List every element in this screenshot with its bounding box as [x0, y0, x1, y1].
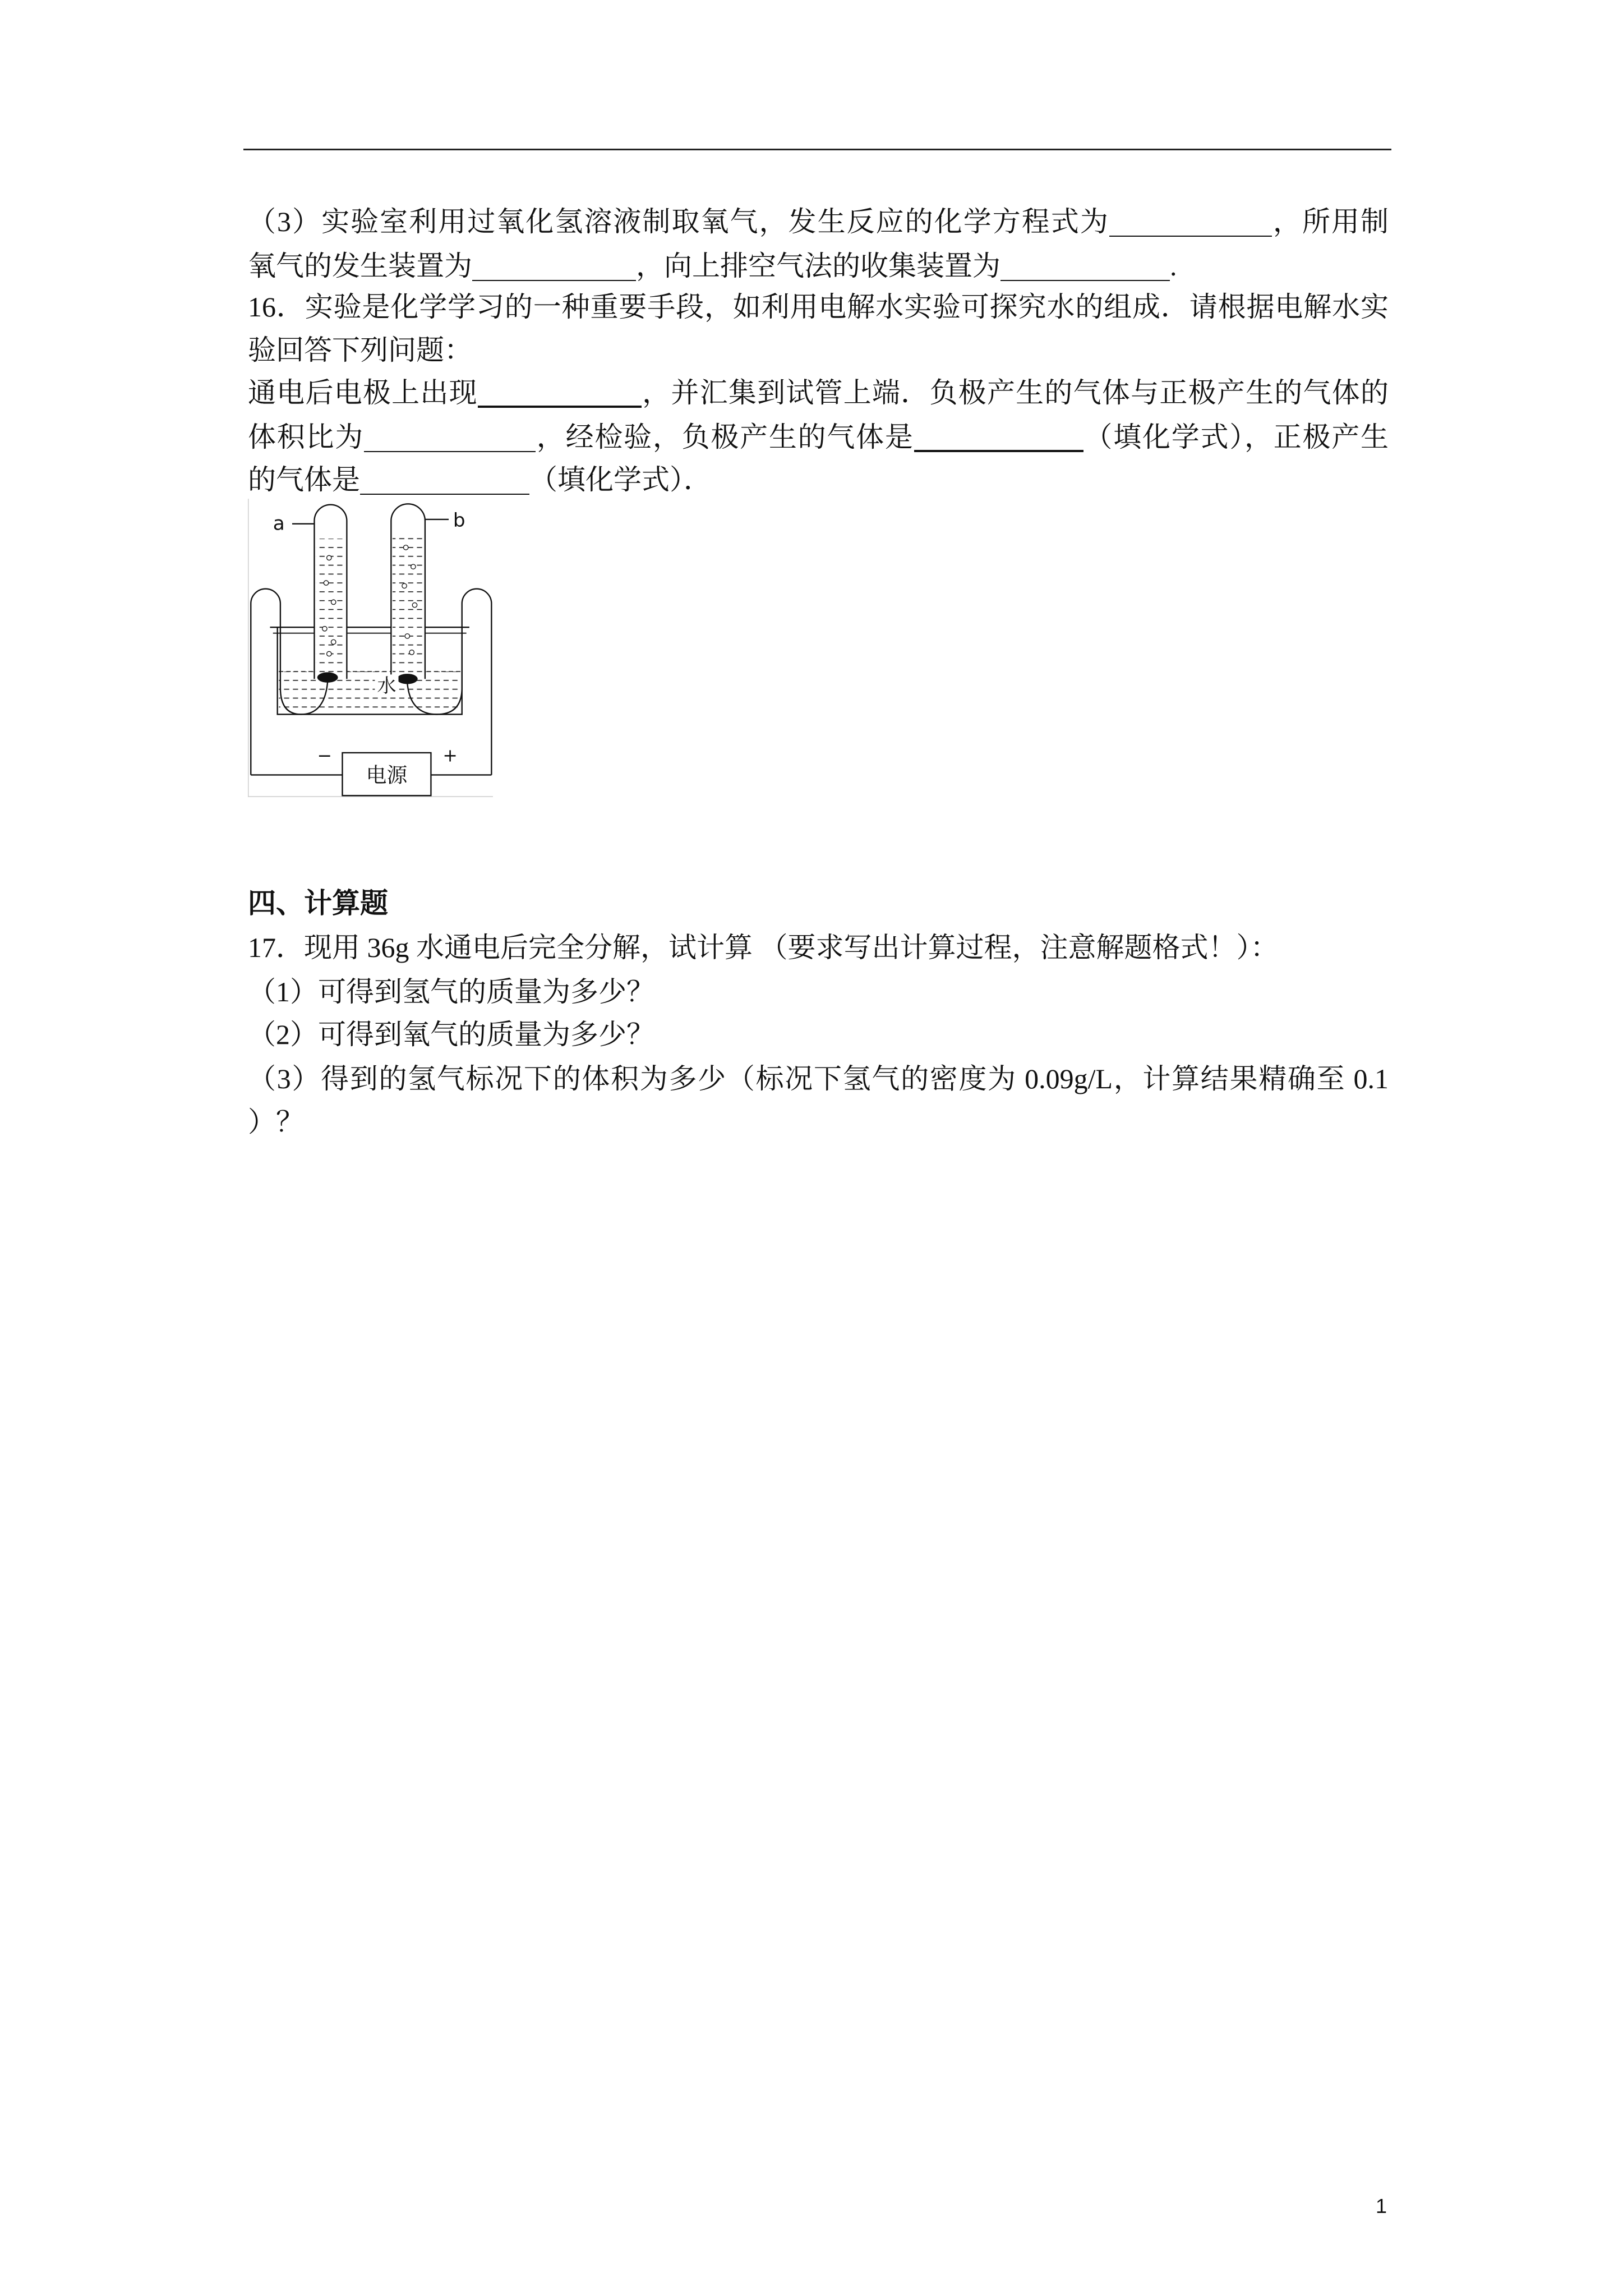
q16-text: ，并汇集到试管上端．负极产生的气体与正极产生的气体的 — [641, 377, 1389, 408]
answer-blank — [1000, 255, 1170, 281]
answer-blank — [472, 255, 636, 281]
q17-part3-line2: ）？ — [248, 1106, 304, 1138]
answer-blank — [364, 426, 536, 452]
trough-water — [279, 671, 460, 713]
q16-text: （填化学式）． — [529, 464, 712, 495]
q15-part3-text: . — [1170, 250, 1177, 282]
page-number: 1 — [1376, 2194, 1387, 2217]
q16-text: ，经检验，负极产生的气体是 — [536, 421, 914, 453]
answer-blank — [1109, 211, 1272, 237]
header-rule — [243, 149, 1391, 150]
q17-part2: （2）可得到氧气的质量为多少？ — [248, 1019, 654, 1050]
electrolysis-figure — [248, 499, 493, 797]
q15-part3-line2 — [248, 246, 1389, 286]
q16-line5 — [248, 460, 1389, 499]
answer-blank — [914, 425, 1083, 452]
positive-terminal: + — [442, 746, 458, 766]
q15-part3-line1 — [248, 202, 1389, 241]
q17-stem: 17．现用 36g 水通电后完全分解，试计算 （要求写出计算过程，注意解题格式！）： — [248, 932, 1279, 963]
negative-terminal: − — [317, 746, 333, 766]
label-b: b — [453, 509, 465, 532]
electrolysis-diagram — [248, 499, 493, 797]
q16-text: （填化学式），正极产生 — [1083, 421, 1389, 453]
q16-text: 的气体是 — [248, 464, 360, 495]
label-a: a — [273, 512, 285, 535]
q15-part3-text: ，所用制 — [1271, 206, 1389, 237]
q16-stem-line2: 验回答下列问题： — [248, 334, 472, 366]
q15-part3-text: 氧气的发生装置为 — [248, 250, 472, 282]
q16-line3 — [248, 373, 1389, 412]
q16-line4 — [248, 417, 1389, 457]
q17-part1: （1）可得到氢气的质量为多少？ — [248, 976, 654, 1007]
q15-part3-text: （3）实验室利用过氧化氢溶液制取氧气，发生反应的化学方程式为 — [248, 206, 1109, 237]
q17-part3-line1: （3）得到的氢气标况下的体积为多少（标况下氢气的密度为 0.09g/L，计算结果精确至 0.1 — [248, 1063, 1389, 1094]
q15-part3-text: ，向上排空气法的收集装置为 — [636, 250, 1000, 282]
q16-text: 体积比为 — [248, 421, 365, 453]
q16-text: 通电后电极上出现 — [248, 377, 478, 408]
section-title: 四、计算题 — [248, 887, 388, 919]
q16-stem-line1: 16．实验是化学学习的一种重要手段，如利用电解水实验可探究水的组成．请根据电解水实 — [248, 291, 1389, 323]
answer-blank — [360, 469, 529, 495]
electrode-right — [397, 674, 418, 684]
answer-blank — [478, 381, 642, 408]
power-supply-label: 电源 — [366, 763, 408, 788]
water-label: 水 — [377, 674, 396, 697]
tube-b-water — [393, 531, 423, 678]
electrode-left — [317, 672, 338, 682]
